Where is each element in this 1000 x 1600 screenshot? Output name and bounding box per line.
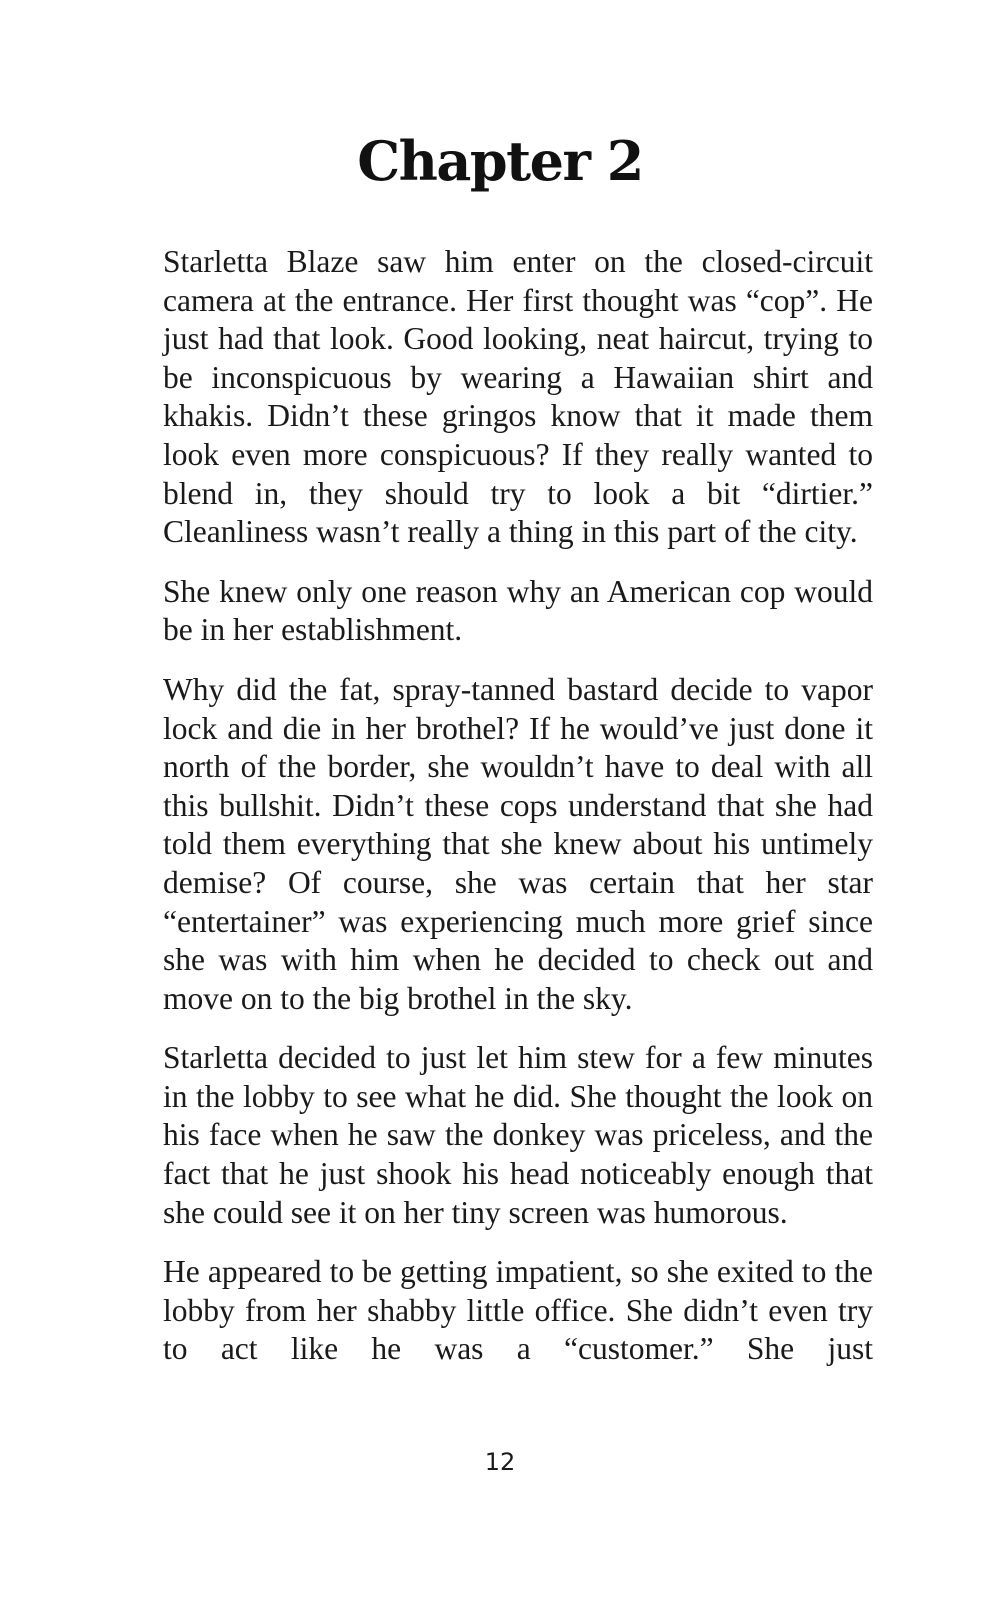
chapter-body — [163, 243, 873, 1369]
chapter-title: Chapter 2 — [357, 129, 643, 193]
paragraph: He appeared to be getting impatient, so she exited to the lobby from her shabby little office. She didn’t even try to act like he was a “customer.” She just — [163, 1254, 873, 1367]
paragraph: Why did the fat, spray-tanned bastard decide to vapor lock and die in her brothel? If he would’ve just done it north of the border, she wouldn’t have to deal with all this bullshit. Didn’t these cops understand that she had told them everything that she knew about his untimely demise? Of course, she was certain that her star “entertainer” was experiencing much more grief since she was with him when he decided to check out and move on to the big brothel in the sky. — [163, 671, 873, 1016]
paragraph: Starletta decided to just let him stew for a few minutes in the lobby to see what he did. She thought the look on his face when he saw the donkey was priceless, and the fact that he just shook his head noticeably enough that she could see it on her tiny screen was humorous. — [163, 1040, 873, 1230]
page-number: 12 — [484, 1448, 516, 1476]
paragraph: She knew only one reason why an American cop would be in her establishment. — [163, 573, 873, 648]
paragraph: Starletta Blaze saw him enter on the closed-circuit camera at the entrance. Her first thought was “cop”. He just had that look. Good looking, neat haircut, trying to be inconspicuous by wearing a Hawaiian shirt and khakis. Didn’t these gringos know that it made them look even more conspicuous? If they really wanted to blend in, they should try to look a bit “dirtier.” Cleanliness wasn’t really a thing in this part of the city. — [163, 244, 873, 550]
